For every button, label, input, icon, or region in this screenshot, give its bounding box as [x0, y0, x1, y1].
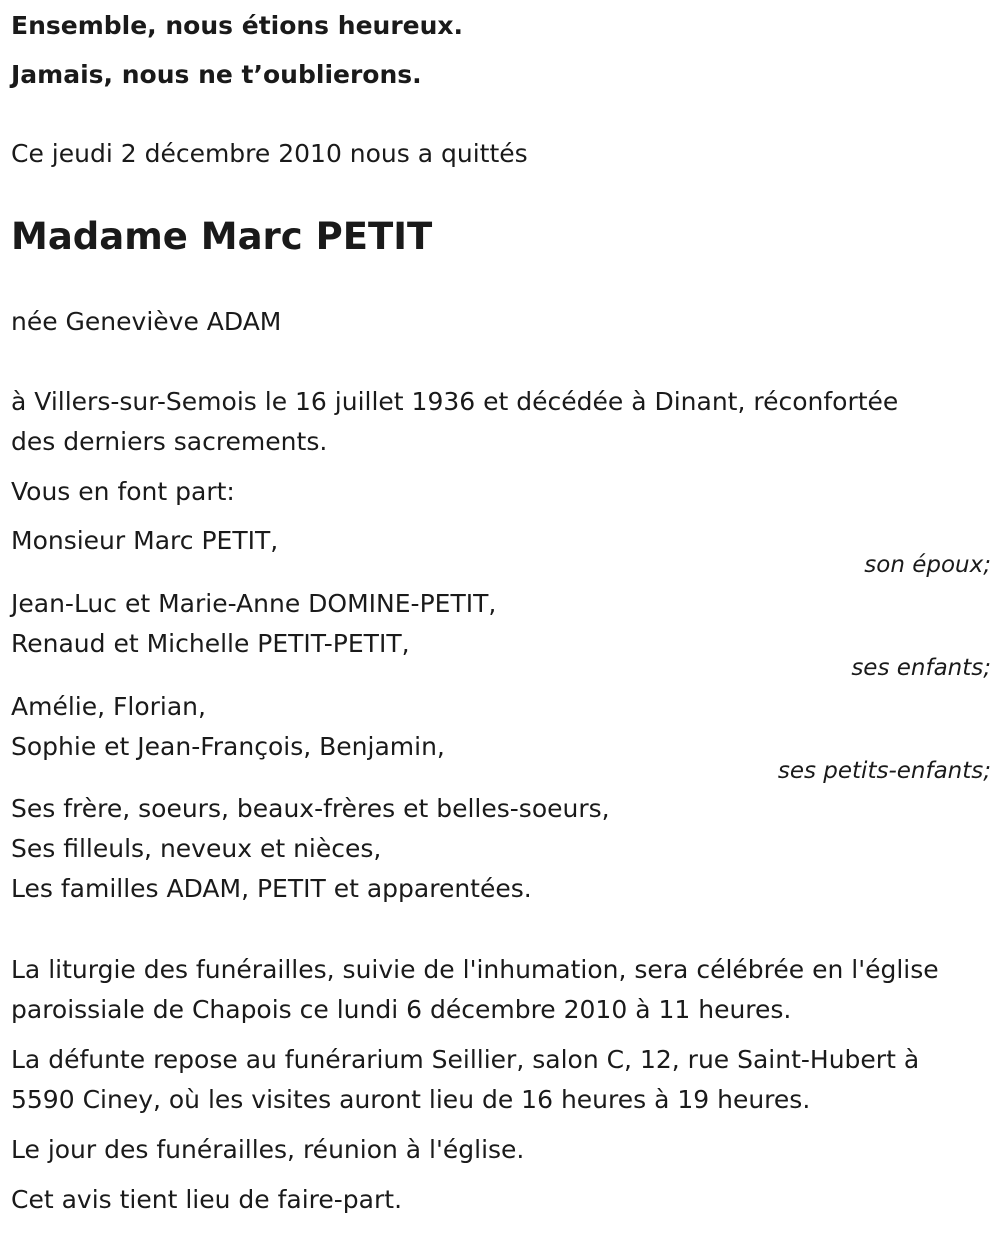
family-children-name-2: Renaud et Michelle PETIT-PETIT,: [11, 629, 410, 658]
family-children-role: ses enfants;: [851, 655, 991, 681]
family-spouse-name: Monsieur Marc PETIT,: [11, 526, 279, 555]
maiden-name: née Geneviève ADAM: [11, 307, 282, 336]
epigraph-line-1: Ensemble, nous étions heureux.: [11, 11, 464, 40]
funeral-line-2: paroissiale de Chapois ce lundi 6 décembre 2010 à 11 heures.: [11, 995, 792, 1024]
birth-line-1: à Villers-sur-Semois le 16 juillet 1936 et décédée à Dinant, réconfortée: [11, 387, 899, 416]
relatives-line-3: Les familles ADAM, PETIT et apparentées.: [11, 874, 532, 903]
funeral-line-1: La liturgie des funérailles, suivie de l'inhumation, sera célébrée en l'église: [11, 955, 939, 984]
relatives-line-2: Ses filleuls, neveux et nièces,: [11, 834, 382, 863]
visitation-line-1: La défunte repose au funérarium Seillier, salon C, 12, rue Saint-Hubert à: [11, 1045, 920, 1074]
family-spouse-role: son époux;: [864, 552, 991, 578]
family-grandchildren-name-1: Amélie, Florian,: [11, 692, 206, 721]
visitation-line-2: 5590 Ciney, où les visites auront lieu de 16 heures à 19 heures.: [11, 1085, 811, 1114]
relatives-line-1: Ses frère, soeurs, beaux-frères et belles-soeurs,: [11, 794, 610, 823]
birth-line-2: des derniers sacrements.: [11, 427, 328, 456]
family-grandchildren-name-2: Sophie et Jean-François, Benjamin,: [11, 732, 445, 761]
announcers-intro: Vous en font part:: [11, 477, 235, 506]
meeting-text: Le jour des funérailles, réunion à l'église.: [11, 1135, 525, 1164]
closing-text: Cet avis tient lieu de faire-part.: [11, 1185, 403, 1214]
intro-text: Ce jeudi 2 décembre 2010 nous a quittés: [11, 139, 528, 168]
family-grandchildren-role: ses petits-enfants;: [777, 758, 991, 784]
deceased-name: Madame Marc PETIT: [11, 215, 433, 258]
family-children-name-1: Jean-Luc et Marie-Anne DOMINE-PETIT,: [11, 589, 497, 618]
epigraph-line-2: Jamais, nous ne t’oublierons.: [11, 60, 422, 89]
